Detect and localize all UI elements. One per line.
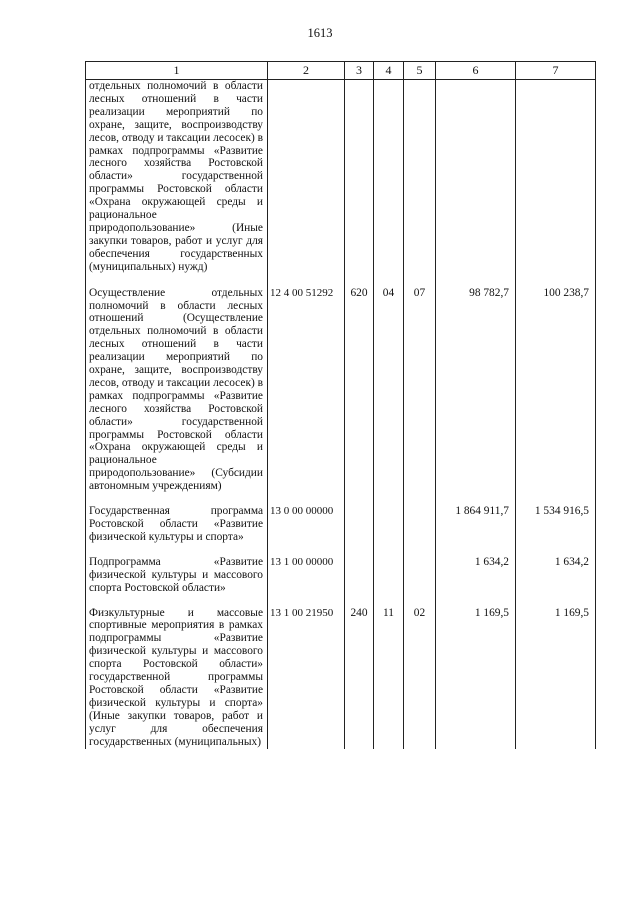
row-expense-type: 240 [345,606,374,749]
row-amount-1: 1 864 911,7 [436,504,516,555]
row-expense-type [345,504,374,555]
row-subsection [404,555,436,606]
table-row [86,606,596,749]
row-target-article [268,80,345,286]
page-number: 1613 [307,26,333,40]
table-header-row [86,62,596,80]
row-expense-type [345,555,374,606]
row-description: отдельных полномочий в области лесных отношений в части реализации мероприятий по охране, защите, воспроизводству лесов, отводу и таксации лесосек) в рамках подпрограммы «Развитие лесного хозяйства Ростовской области» государственной программы Ростовской области «Охрана окружающей среды и рациональное природопользование» (Иные закупки товаров, работ и услуг для обеспечения государственных (муниципальных) нужд) [86,80,268,286]
row-amount-1: 1 634,2 [436,555,516,606]
column-header: 2 [268,62,345,80]
row-amount-2: 1 534 916,5 [516,504,596,555]
table-row [86,555,596,606]
column-header: 4 [374,62,404,80]
row-amount-1: 98 782,7 [436,286,516,505]
row-subsection: 07 [404,286,436,505]
row-description: Физкультурные и массовые спортивные мероприятия в рамках подпрограммы «Развитие физической культуры и массового спорта Ростовской области» государственной программы Ростовской области «Развитие физической культуры и спорта» (Иные закупки товаров, работ и услуг для обеспечения государственных (муниципальных) [86,606,268,749]
row-amount-2: 100 238,7 [516,286,596,505]
column-header: 1 [86,62,268,80]
row-target-article: 13 1 00 00000 [268,555,345,606]
row-amount-1: 1 169,5 [436,606,516,749]
row-amount-2: 1 169,5 [516,606,596,749]
table-row [86,504,596,555]
table-row [86,286,596,505]
table-row [86,80,596,286]
row-amount-2: 1 634,2 [516,555,596,606]
column-header: 3 [345,62,374,80]
row-section [374,80,404,286]
row-amount-1 [436,80,516,286]
row-expense-type: 620 [345,286,374,505]
row-section: 04 [374,286,404,505]
row-subsection [404,504,436,555]
column-header: 7 [516,62,596,80]
budget-table [85,61,596,749]
column-header: 6 [436,62,516,80]
row-description: Подпрограмма «Развитие физической культуры и массового спорта Ростовской области» [86,555,268,606]
row-expense-type [345,80,374,286]
row-section [374,555,404,606]
row-target-article: 13 0 00 00000 [268,504,345,555]
row-section: 11 [374,606,404,749]
row-section [374,504,404,555]
column-header: 5 [404,62,436,80]
row-description: Государственная программа Ростовской области «Развитие физической культуры и спорта» [86,504,268,555]
row-amount-2 [516,80,596,286]
row-subsection [404,80,436,286]
row-target-article: 13 1 00 21950 [268,606,345,749]
row-target-article: 12 4 00 51292 [268,286,345,505]
row-subsection: 02 [404,606,436,749]
row-description: Осуществление отдельных полномочий в области лесных отношений (Осуществление отдельных полномочий в области лесных отношений в части реализации мероприятий по охране, защите, воспроизводству лесов, отводу и таксации лесосек) в рамках подпрограммы «Развитие лесного хозяйства Ростовской области» государственной программы Ростовской области «Охрана окружающей среды и рациональное природопользование» (Субсидии автономным учреждениям) [86,286,268,505]
